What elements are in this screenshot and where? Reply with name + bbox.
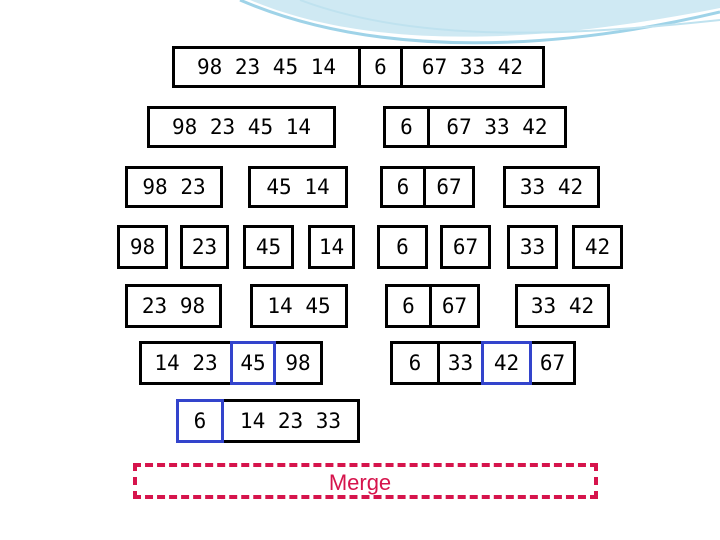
array-cell: 23 98 <box>125 284 222 328</box>
array-level2-d <box>503 166 597 208</box>
array-cell: 45 14 <box>248 166 348 208</box>
array-merged-left <box>139 341 320 385</box>
array-cell: 6 <box>385 284 432 328</box>
array-level3-f <box>440 225 488 269</box>
merge-label: Merge <box>328 470 392 495</box>
array-cell: 6 <box>358 46 403 88</box>
array-level3-d <box>308 225 352 269</box>
array-cell: 67 <box>529 341 576 385</box>
array-merged-a <box>125 284 219 328</box>
array-cell-highlighted: 6 <box>176 399 224 443</box>
array-cell: 14 23 <box>139 341 233 385</box>
array-cell: 67 <box>429 284 480 328</box>
array-cell: 14 23 33 <box>221 399 360 443</box>
array-cell: 67 33 42 <box>427 106 567 148</box>
array-cell-highlighted: 42 <box>481 341 532 385</box>
array-level3-c <box>243 225 291 269</box>
array-cell: 67 <box>440 225 491 269</box>
array-level2-b <box>248 166 345 208</box>
array-level1-left <box>147 106 333 148</box>
array-cell-highlighted: 45 <box>230 341 276 385</box>
array-final-partial <box>176 399 357 443</box>
array-level2-a <box>125 166 220 208</box>
array-cell: 33 <box>437 341 484 385</box>
array-level3-h <box>572 225 620 269</box>
array-level3-e <box>377 225 425 269</box>
array-level3-b <box>180 225 226 269</box>
array-level3-g <box>507 225 555 269</box>
array-merged-c <box>385 284 477 328</box>
array-merged-right <box>390 341 573 385</box>
array-cell: 42 <box>572 225 623 269</box>
array-merged-b <box>250 284 345 328</box>
array-cell: 67 <box>423 166 475 208</box>
array-level3-a <box>117 225 165 269</box>
array-cell: 98 23 <box>125 166 223 208</box>
array-cell: 6 <box>390 341 440 385</box>
array-cell: 45 <box>243 225 294 269</box>
array-cell: 98 23 45 14 <box>172 46 361 88</box>
array-level2-c <box>380 166 472 208</box>
array-cell: 23 <box>180 225 229 269</box>
array-cell: 98 <box>273 341 323 385</box>
array-cell: 98 <box>117 225 168 269</box>
array-cell: 14 <box>308 225 355 269</box>
array-merged-d <box>515 284 607 328</box>
array-cell: 6 <box>377 225 428 269</box>
array-cell: 33 <box>507 225 558 269</box>
array-cell: 33 42 <box>515 284 610 328</box>
array-level0 <box>172 46 542 88</box>
array-level1-right <box>383 106 564 148</box>
array-cell: 98 23 45 14 <box>147 106 336 148</box>
array-cell: 33 42 <box>503 166 600 208</box>
array-cell: 14 45 <box>250 284 348 328</box>
array-cell: 67 33 42 <box>400 46 545 88</box>
array-cell: 6 <box>383 106 430 148</box>
array-cell: 6 <box>380 166 426 208</box>
